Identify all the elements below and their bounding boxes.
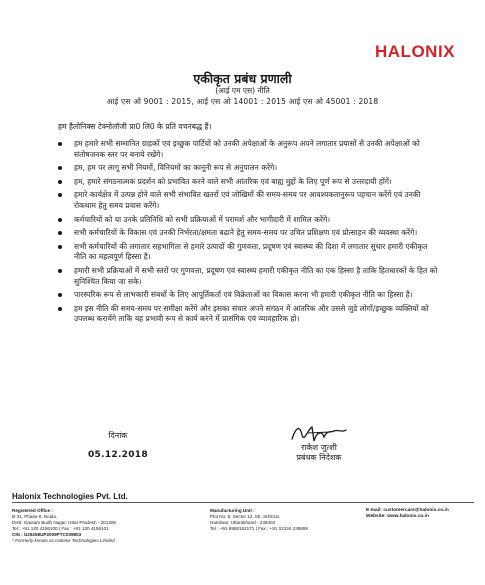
manufacturing-unit-line: Haridwar, Uttarakhand - 249403 bbox=[210, 520, 276, 526]
cin-number: CIN : U29268UP2009PTC039803 bbox=[12, 532, 82, 538]
policy-points bbox=[52, 139, 442, 328]
policy-point: हमारे कार्यक्षेत्र में उत्पन्न होने वाले सभी संभावित खतरों एवं जोखिमों की समय-समय पर आवश्यकतानुरूप पहचान करेंगें एवं उनकी रोकथाम हेतु समय प्रयास करेंगे। bbox=[52, 190, 442, 211]
policy-point: पारस्परिक रूप से लाभकारी संबधों के लिए आपूर्तिकर्ता एवं विक्रेताओं का विकास करना भी हमारी एकीकृत नीति का हिस्सा है। bbox=[52, 290, 442, 301]
policy-point: हम, हम पर लागू सभी नियमों, विनियमों का कानूनी रूप से अनुपालन करेंगे। bbox=[52, 163, 442, 174]
date-block bbox=[88, 431, 148, 460]
bullet-icon bbox=[58, 218, 62, 222]
bullet-icon bbox=[58, 180, 62, 184]
manufacturing-unit bbox=[210, 508, 340, 532]
bullet-icon bbox=[58, 307, 62, 311]
commitment-intro: हम हैलोनिक्स टेक्नोलॉजी प्रा0 लि0 के प्रति वचनबद्ध हैं। bbox=[58, 122, 212, 131]
policy-point: हमारी सभी प्रक्रियाओं में सभी स्तरों पर गुणवत्ता, प्रदूषण एवं स्वास्थ्य हमारी एकीकृत नीति का एक हिस्सा है ताकि हितधारकों के हित को सुनिश्चित किया जा सके। bbox=[52, 266, 442, 287]
signer-name: राकेश जुत्शी bbox=[301, 443, 337, 452]
bullet-icon bbox=[58, 269, 62, 273]
former-name-note: * Formerly known as Halonix Technologies Limited bbox=[12, 538, 115, 544]
bullet-icon bbox=[58, 231, 62, 235]
policy-point: सभी कर्मचारियों के विकास एवं उनकी निर्भरता/क्षमता बढाने हेतु समय-समय पर उचित प्रशिक्षण एवं प्रोत्साहन की व्यवस्था करेंगे। bbox=[52, 228, 442, 239]
signer-title: प्रबंधक निदेशक bbox=[296, 453, 342, 462]
logo-text: HALONIX bbox=[375, 42, 455, 61]
registered-office-line: Distt. Gautam Budh Nagar, Uttar Pradesh - 201305 bbox=[12, 520, 116, 526]
bullet-icon bbox=[58, 193, 62, 197]
manufacturing-unit-line: Tel : +91 9958152171 | Fax : +91 01334 239896 bbox=[210, 526, 308, 532]
contact-info bbox=[366, 508, 481, 520]
manufacturing-unit-heading: Manufacturing Unit : bbox=[210, 508, 255, 513]
manufacturing-unit-line: Plot No. 5, Sector 12, IIE, SIDCUL bbox=[210, 514, 280, 520]
date-label: दिनांक bbox=[108, 431, 128, 440]
bullet-icon bbox=[58, 293, 62, 297]
registered-office-line: Tel : +91 120 4156100 | Fax : +91 120 4156101 bbox=[12, 526, 109, 532]
document-title: एकीकृत प्रबंध प्रणाली bbox=[193, 71, 292, 86]
footer-divider bbox=[12, 502, 474, 503]
iso-standards-line: आई एस ओ 9001 : 2015, आई एस ओ 14001 : 2015 आई एस ओ 45001 : 2018 bbox=[106, 97, 379, 106]
bullet-icon bbox=[58, 166, 62, 170]
registered-office-heading: Registered Office : bbox=[12, 508, 53, 513]
website-address: Website: www.halonix.co.in bbox=[366, 514, 429, 520]
policy-point: कर्मचारियों को या उनके प्रतिनिधि को सभी प्रक्रियाओं में परामर्श और भागीदारी में शामिल करेंगे। bbox=[52, 215, 442, 226]
registered-office-line: B-31, Phase-II, Noida, bbox=[12, 514, 58, 520]
company-name: Halonix Technologies Pvt. Ltd. bbox=[12, 492, 128, 501]
bullet-icon bbox=[58, 245, 62, 249]
signatory-block bbox=[264, 421, 374, 463]
policy-point: सभी कर्मचारियों की लगातार सहभागिता से हमारे उत्पादों की गुणवत्ता, प्रदूषण एवं स्वास्थ्य की दिशा में लगातार सुधार हमारी एकीकृत नीति का महत्वपूर्ण हिस्सा है। bbox=[52, 242, 442, 263]
policy-point: हम इस नीति की समय-समय पर समीक्षा करेंगे और इसका संचार अपने संगठन में आंतरिक और उससे जुडे लोगों/इच्छुक व्यक्तियों को उपलब्ध करायेंगे ताकि यह प्रभावी रूप से कार्य करने में प्रासंगिक एवं व्यावहारिक हो। bbox=[52, 304, 442, 325]
email-address: E-mail: customercare@halonix.co.in bbox=[366, 508, 449, 513]
document-header bbox=[0, 72, 485, 107]
date-value: 05.12.2018 bbox=[88, 450, 148, 460]
policy-point: हम हमारे सभी सम्मानित ग्राहकों एवं इच्छुक पार्टियों को उनकी अपेक्षाओं के अनुरूप अपने लगातार प्रयासों से उनकी अपेक्षाओं को संतोषजनक स्तर पर बनाये रखेंगे। bbox=[52, 139, 442, 160]
policy-point: हम, हमारे संगठनात्मक प्रदर्शन को प्रभावित करने वाले सभी आंतरिक एवं बाह्य मुद्दों के लिए पूर्ण रूप से उत्तरदायी होंगें। bbox=[52, 177, 442, 188]
halonix-logo bbox=[375, 42, 455, 62]
document-subtitle: (आई एम एस) नीति bbox=[215, 86, 270, 95]
registered-office bbox=[12, 508, 182, 545]
bullet-icon bbox=[58, 142, 62, 146]
